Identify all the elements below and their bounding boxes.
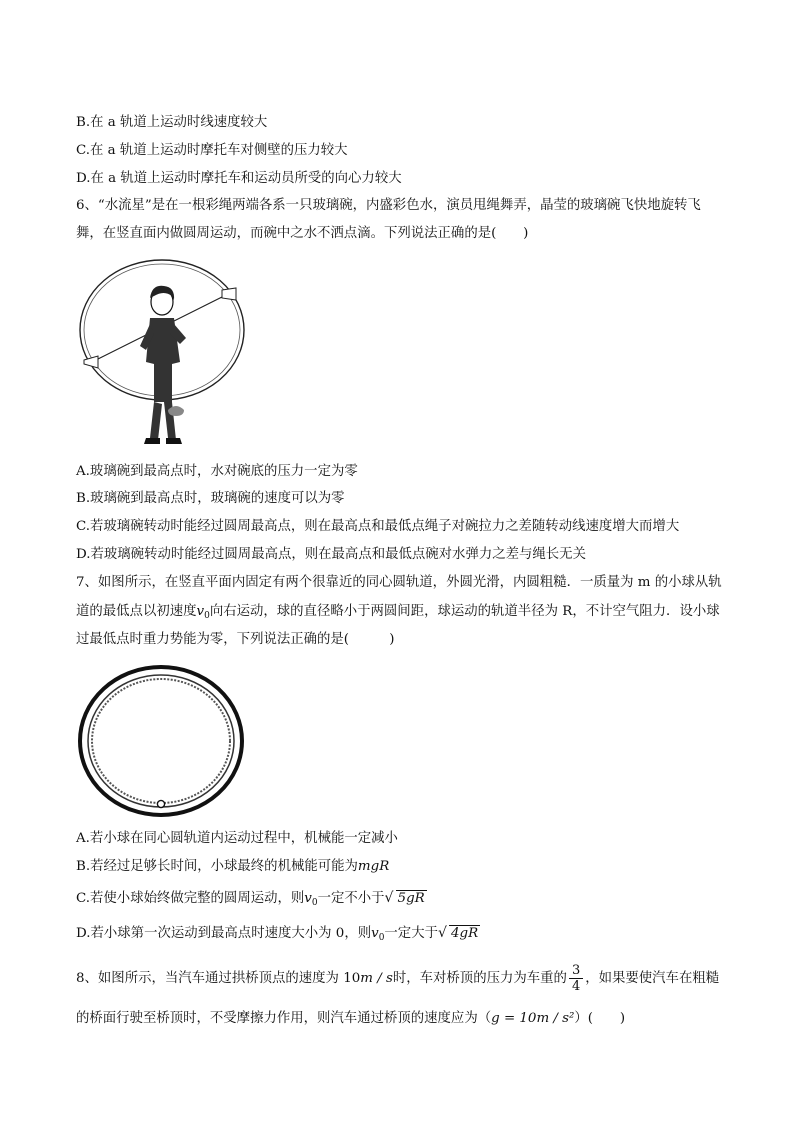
q7-option-a: A.若小球在同心圆轨道内运动过程中，机械能一定减小 <box>76 831 398 846</box>
fraction-three-quarters: $\frac{3}{4}$ <box>569 963 583 994</box>
q7-stem-line1: 7、如图所示，在竖直平面内固定有两个很靠近的同心圆轨道，外圆光滑，内圆粗糙．一质量为 m 的小球从轨 <box>76 575 722 590</box>
q7-option-c: C.若使小球始终做完整的圆周运动，则$v_0$一定不小于√ 5gR <box>76 890 427 912</box>
q8-stem-line2: 的桥面行驶至桥顶时，不受摩擦力作用，则汽车通过桥顶的速度应为（g = 10m / s²）( ) <box>76 1011 626 1026</box>
water-meteor-figure <box>76 252 248 452</box>
q6-stem-line2: 舞，在竖直面内做圆周运动，而碗中之水不洒点滴。下列说法正确的是( ) <box>76 226 529 241</box>
q7-option-d: D.若小球第一次运动到最高点时速度大小为 0，则$v_0$一定大于√ 4gR <box>76 925 480 947</box>
q8-stem-line1: 8、如图所示，当汽车通过拱桥顶点的速度为 10m / s时，车对桥顶的压力为车重的 $\frac{3}{4}$ ，如果要使汽车在粗糙 <box>76 963 720 994</box>
q6-option-a: A.玻璃碗到最高点时，水对碗底的压力一定为零 <box>76 464 358 479</box>
v0-symbol: $v_0$ <box>196 604 210 621</box>
q7-option-b: B.若经过足够长时间，小球最终的机械能可能为mgR <box>76 859 390 874</box>
q5-option-b: B.在 a 轨道上运动时线速度较大 <box>76 115 268 130</box>
ball-icon <box>157 800 164 807</box>
q7-stem-line3: 过最低点时重力势能为零，下列说法正确的是( ) <box>76 632 395 647</box>
q6-option-c: C.若玻璃碗转动时能经过圆周最高点，则在最高点和最低点绳子对碗拉力之差随转动线速度增大而增大 <box>76 519 680 534</box>
q6-option-b: B.玻璃碗到最高点时，玻璃碗的速度可以为零 <box>76 491 345 506</box>
q6-option-d: D.若玻璃碗转动时能经过圆周最高点，则在最高点和最低点碗对水弹力之差与绳长无关 <box>76 547 586 562</box>
q5-option-d: D.在 a 轨道上运动时摩托车和运动员所受的向心力较大 <box>76 171 402 186</box>
q7-stem-line2: 道的最低点以初速度$v_0$向右运动，球的直径略小于两圆间距，球运动的轨道半径为 R，不计空气阻力．设小球 <box>76 604 720 621</box>
q5-option-c: C.在 a 轨道上运动时摩托车对侧壁的压力较大 <box>76 143 348 158</box>
q6-stem-line1: 6、“水流星”是在一根彩绳两端各系一只玻璃碗，内盛彩色水，演员甩绳舞弄，晶莹的玻璃碗飞快地旋转飞 <box>76 198 701 213</box>
concentric-track-figure <box>76 664 246 820</box>
